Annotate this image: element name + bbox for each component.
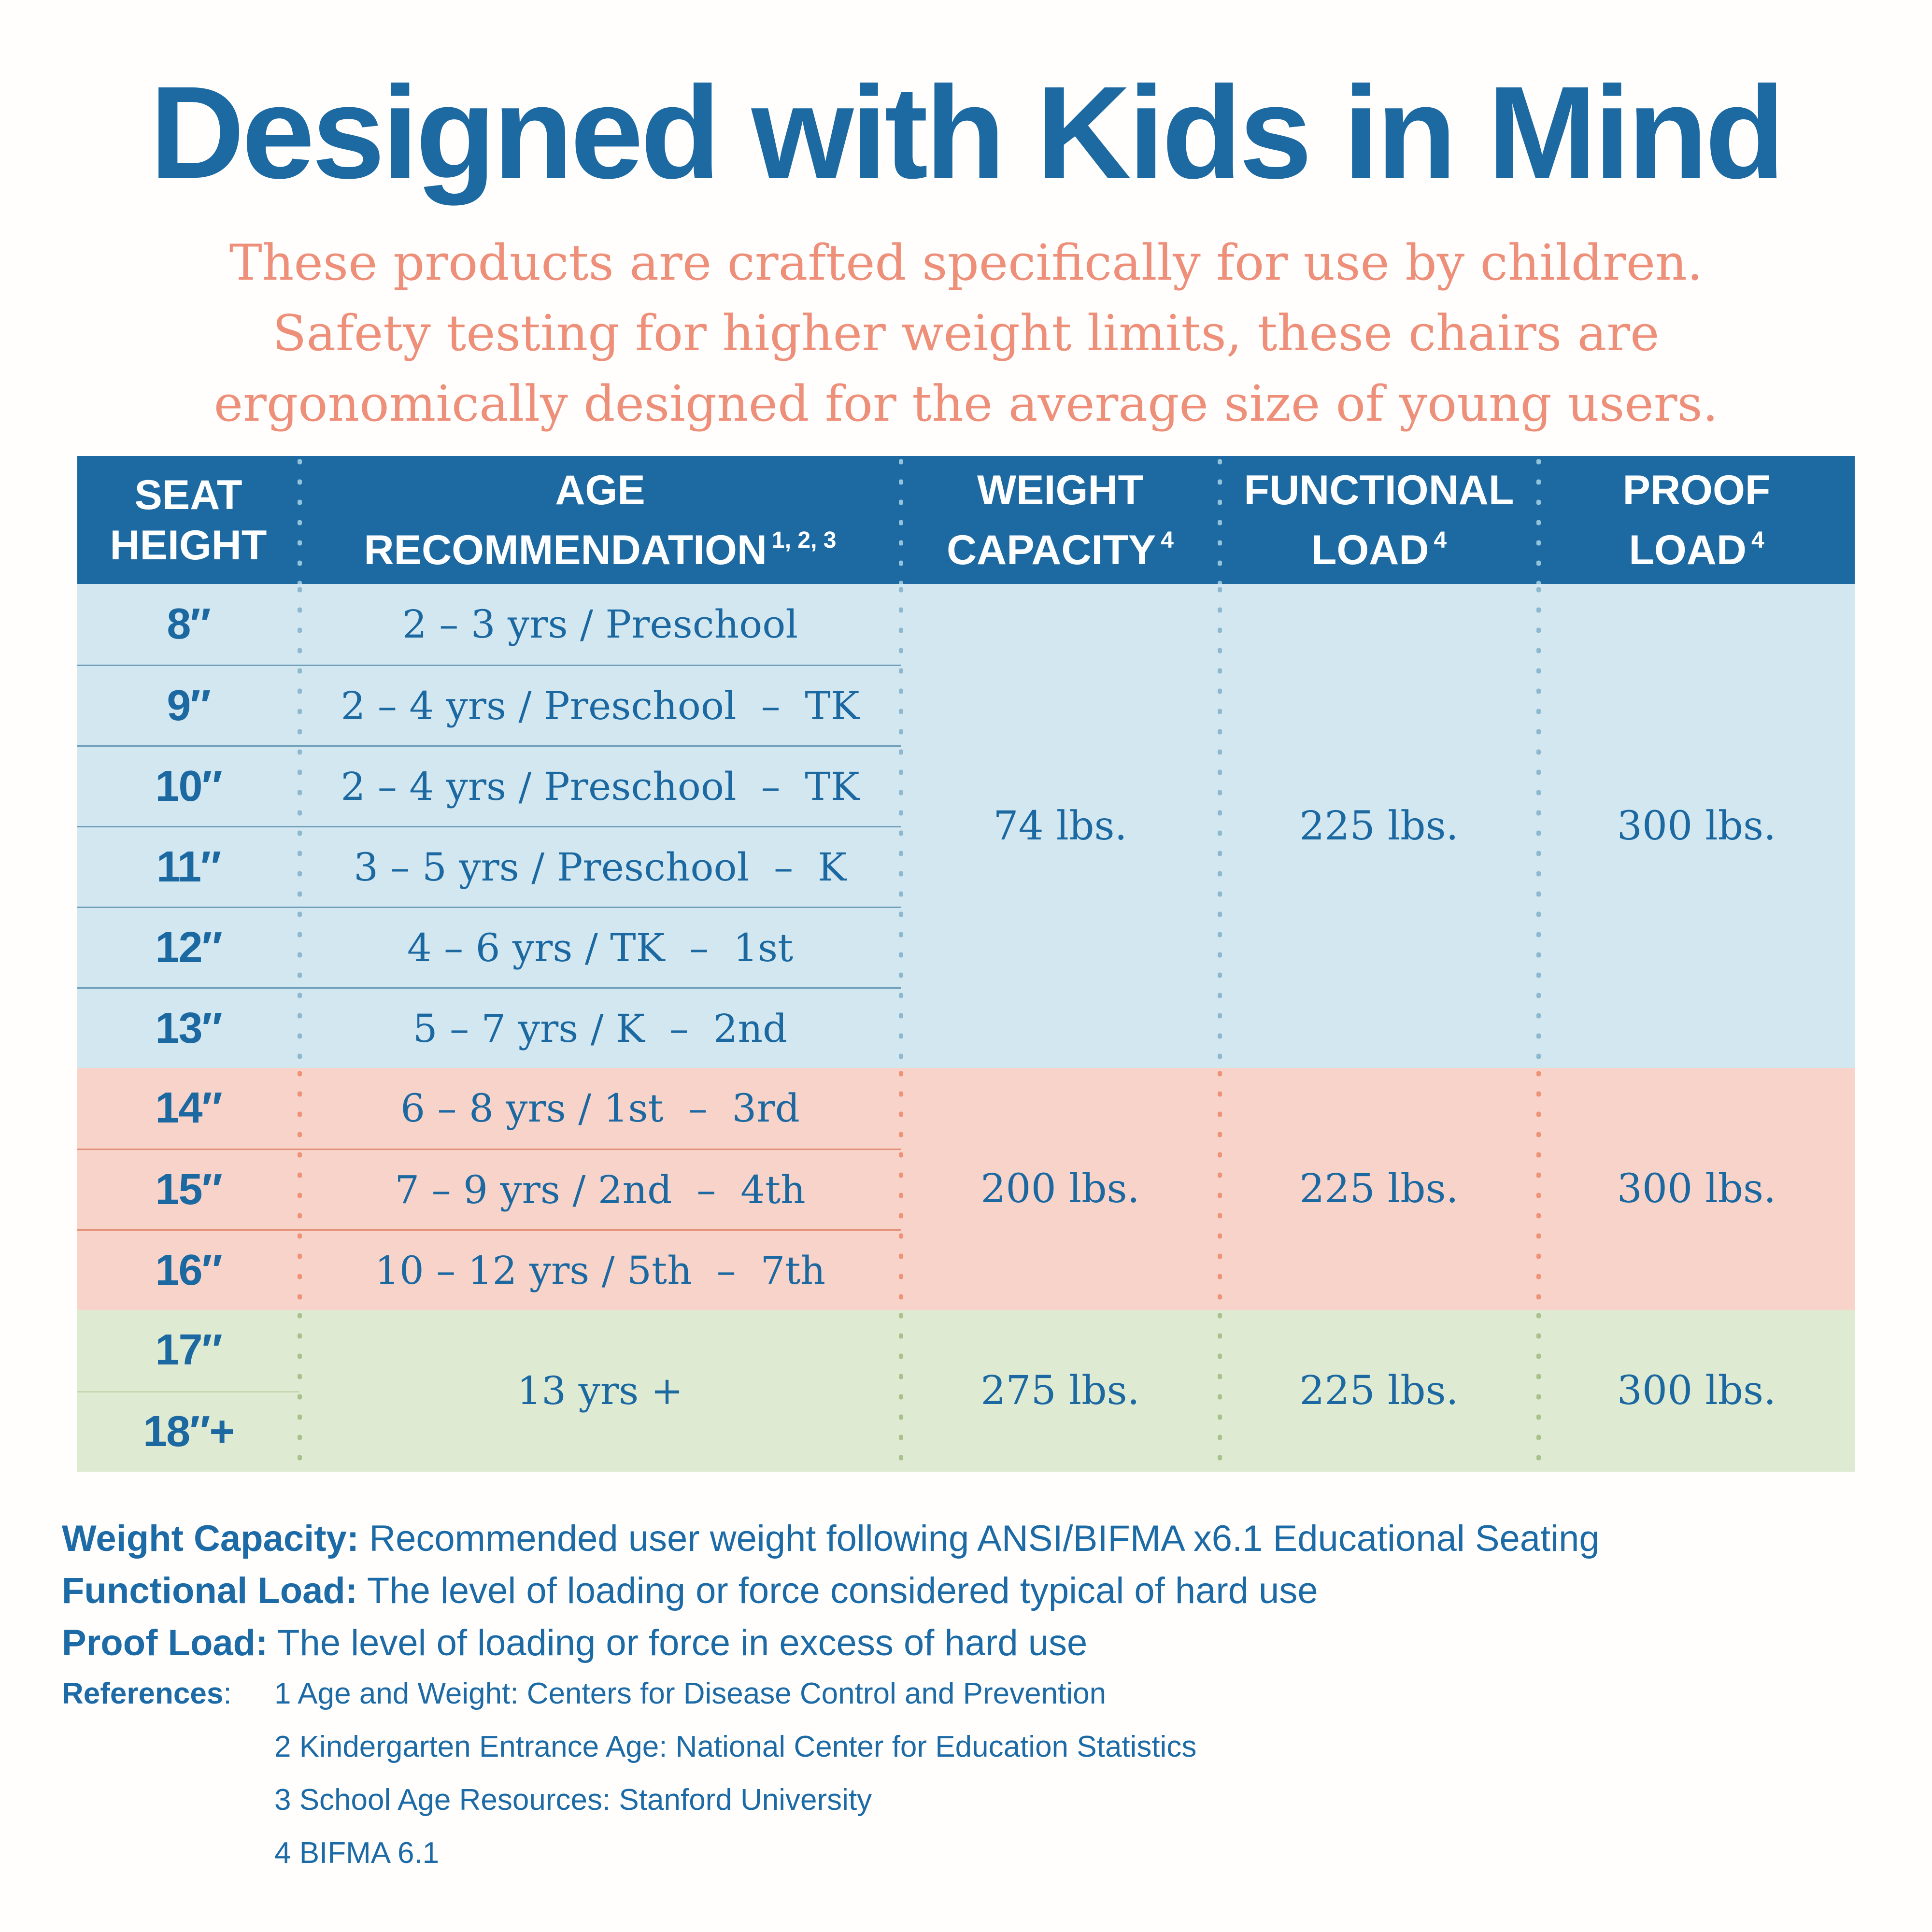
definition-text: Recommended user weight following ANSI/BIFMA x6.1 Educational Seating: [359, 1518, 1600, 1559]
reference-item: 1 Age and Weight: Centers for Disease Control and Prevention: [274, 1677, 1107, 1710]
header-cell-functional-load: [1220, 456, 1538, 584]
column-separator: [1536, 456, 1541, 584]
header-superscript: 4: [1434, 527, 1447, 553]
header-label-line: [110, 520, 267, 570]
age-recommendation-cell: 5 – 7 yrs / K – 2nd: [299, 987, 901, 1068]
header-label-line: FUNCTIONAL: [1244, 467, 1514, 513]
header-superscript: 1, 2, 3: [772, 527, 837, 553]
seat-height-cell: 12″: [77, 907, 299, 987]
references-list: [274, 1667, 1196, 1880]
subtitle-line: ergonomically designed for the average size of young users.: [213, 375, 1719, 433]
column-separator: [1218, 1068, 1222, 1310]
subtitle-line: Safety testing for higher weight limits, these chairs are: [272, 305, 1660, 362]
definition-text: The level of loading or force in excess of hard use: [268, 1622, 1088, 1663]
definition-functional-load: [62, 1565, 1600, 1617]
definition-text: The level of loading or force considered typical of hard use: [357, 1570, 1318, 1611]
age-recommendation-cell: 4 – 6 yrs / TK – 1st: [299, 907, 901, 987]
header-label-line: AGE: [555, 467, 645, 513]
seat-height-cell: 18″+: [77, 1391, 299, 1472]
header-cell-seat-height: [77, 456, 299, 584]
column-separator: [899, 1310, 903, 1472]
weight-capacity-value: 74 lbs.: [993, 803, 1127, 849]
column-separator: [298, 456, 302, 584]
proof-load-value: 300 lbs.: [1617, 803, 1776, 849]
header-label-line: [1629, 515, 1764, 575]
seat-height-cell: 15″: [77, 1149, 299, 1229]
column-separator: [899, 456, 903, 584]
definition-proof-load: [62, 1617, 1600, 1669]
header-superscript: 4: [1751, 527, 1764, 553]
age-recommendation-cell: 2 – 4 yrs / Preschool – TK: [299, 745, 901, 826]
column-separator: [298, 1068, 302, 1310]
table-header-row: [77, 456, 1855, 584]
column-separator: [899, 1068, 903, 1310]
column-separator: [1218, 456, 1222, 584]
table-section-teen: [77, 1310, 1855, 1472]
column-separator: [1536, 1068, 1541, 1310]
seat-height-cell: 10″: [77, 745, 299, 826]
proof-load-value: 300 lbs.: [1617, 1166, 1776, 1212]
header-label-text: LOAD: [1311, 526, 1429, 573]
header-label-text: CAPACITY: [947, 526, 1156, 573]
table-section-preschool: [77, 584, 1855, 1068]
functional-load-value: 225 lbs.: [1299, 1166, 1459, 1212]
seat-height-cell: 9″: [77, 665, 299, 745]
reference-item: 2 Kindergarten Entrance Age: National Center for Education Statistics: [274, 1730, 1197, 1763]
definitions-block: [62, 1513, 1600, 1669]
references-label: [62, 1667, 274, 1880]
subtitle-line: These products are crafted specifically for use by children.: [229, 234, 1703, 292]
age-recommendation-cell: 3 – 5 yrs / Preschool – K: [299, 826, 901, 907]
weight-capacity-value: 275 lbs.: [980, 1368, 1140, 1414]
header-label-text: HEIGHT: [110, 522, 267, 568]
header-label-line: [1311, 515, 1447, 575]
age-recommendation-cell: 2 – 3 yrs / Preschool: [402, 602, 798, 647]
references-block: [62, 1667, 1196, 1880]
column-separator: [1218, 584, 1222, 1068]
age-recommendation-cell: 13 yrs +: [517, 1368, 683, 1413]
references-colon: :: [223, 1677, 232, 1710]
column-separator: [298, 584, 302, 1068]
header-label-line: [364, 515, 837, 575]
header-label-line: PROOF: [1622, 467, 1771, 513]
seat-height-cell: 16″: [77, 1229, 299, 1310]
definition-term: Proof Load:: [62, 1622, 268, 1663]
header-cell-proof-load: [1538, 456, 1855, 584]
header-cell-age-recommendation: [299, 456, 901, 584]
header-label-text: RECOMMENDATION: [364, 526, 767, 573]
header-cell-weight-capacity: [901, 456, 1220, 584]
seat-height-cell: 13″: [77, 987, 299, 1068]
age-recommendation-cell: 2 – 4 yrs / Preschool – TK: [299, 665, 901, 745]
references-label-text: References: [62, 1677, 224, 1710]
header-label-line: SEAT: [134, 471, 242, 518]
seat-height-spec-table: [77, 456, 1855, 1472]
column-separator: [1536, 584, 1541, 1068]
subtitle: [0, 228, 1932, 440]
reference-item: 3 School Age Resources: Stanford University: [274, 1783, 872, 1817]
table-section-elementary: [77, 1068, 1855, 1310]
seat-height-cell: 11″: [77, 826, 299, 907]
header-label-line: [947, 515, 1174, 575]
seat-height-cell: 8″: [167, 600, 210, 648]
seat-height-cell: 14″: [155, 1084, 222, 1132]
definition-weight-capacity: [62, 1513, 1600, 1565]
proof-load-value: 300 lbs.: [1617, 1368, 1776, 1414]
age-recommendation-cell: 7 – 9 yrs / 2nd – 4th: [299, 1149, 901, 1229]
header-superscript: 4: [1161, 527, 1174, 553]
age-recommendation-cell: 6 – 8 yrs / 1st – 3rd: [400, 1086, 800, 1131]
definition-term: Functional Load:: [62, 1570, 358, 1611]
column-separator: [1536, 1310, 1541, 1472]
page-title: Designed with Kids in Mind: [150, 59, 1782, 206]
age-recommendation-cell: 10 – 12 yrs / 5th – 7th: [299, 1229, 901, 1310]
column-separator: [1218, 1310, 1222, 1472]
header-label-line: WEIGHT: [977, 467, 1143, 513]
weight-capacity-value: 200 lbs.: [980, 1166, 1140, 1212]
definition-term: Weight Capacity:: [62, 1518, 359, 1559]
header-label-text: LOAD: [1629, 526, 1747, 573]
seat-height-cell: 17″: [155, 1326, 222, 1375]
functional-load-value: 225 lbs.: [1299, 803, 1459, 849]
column-separator: [298, 1310, 302, 1472]
functional-load-value: 225 lbs.: [1299, 1368, 1459, 1414]
column-separator: [899, 584, 903, 1068]
reference-item: 4 BIFMA 6.1: [274, 1836, 440, 1870]
